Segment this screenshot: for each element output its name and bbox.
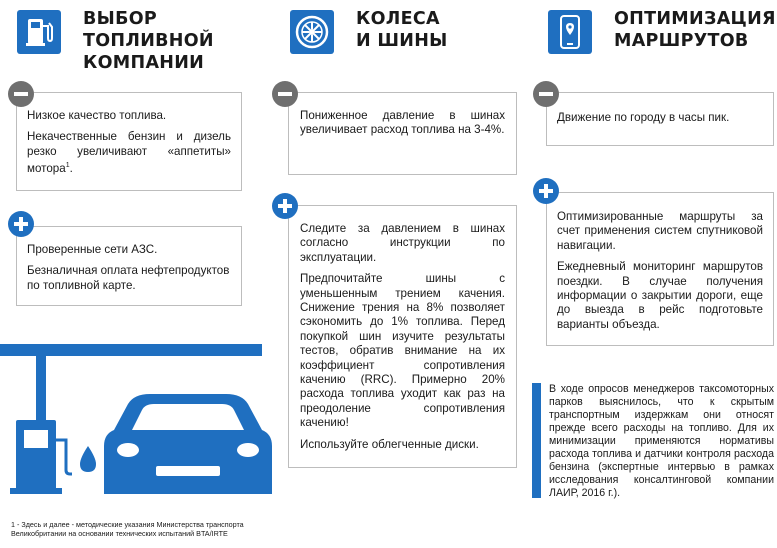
plus-text: Предпочитайте шины с уменьшенным трением качения. Снижение трения на 8% позволяет сэкономить до 1% топлива. Перед покупкой шин изучите результаты тестов, обратив внимание на их коэффициент сопротивления качению (RRC). Примерно 20% расхода топлива уходит как раз на преодоление сопротивления качению! (300, 272, 505, 430)
plus-card-routes (546, 192, 774, 346)
column-title-fuel: ВЫБОР ТОПЛИВНОЙ КОМПАНИИ (83, 9, 214, 73)
plus-icon (272, 193, 298, 219)
minus-text: Низкое качество топлива. (27, 109, 167, 122)
plus-text: Проверенные сети АЗС. (27, 243, 158, 256)
minus-text: Движение по городу в часы пик. (557, 111, 730, 124)
minus-text: Некачественные бензин и дизель резко увеличивают «аппетиты» мотора$^1$. (27, 130, 231, 176)
plus-card-fuel (16, 226, 242, 306)
footnote: 1 - Здесь и далее - методические указания Министерства транспорта Великобритании на основании технических испытаний BTA/IRTE (11, 520, 244, 538)
minus-card-wheels (288, 92, 517, 175)
phone-navigation-icon (548, 10, 592, 54)
minus-card-routes (546, 92, 774, 146)
note-accent-bar (532, 383, 541, 498)
plus-text: Используйте облегченные диски. (300, 437, 479, 451)
minus-icon (8, 81, 34, 107)
minus-icon (272, 81, 298, 107)
column-title-routes: ОПТИМИЗАЦИЯ МАРШРУТОВ (614, 9, 776, 51)
minus-text: Пониженное давление в шинах увеличивает расход топлива на 3-4%. (300, 109, 505, 137)
column-title-wheels: КОЛЕСА И ШИНЫ (356, 9, 448, 51)
gas-station-car-illustration (0, 338, 280, 494)
wheel-icon (290, 10, 334, 54)
plus-text: Следите за давлением в шинах согласно инструкции по эксплуатации. (300, 222, 505, 264)
plus-text: Ежедневный мониторинг маршрутов поездки. В случае получения информации о закрытии дороги, еще до выезда в рейс подготовьте варианты объезда. (557, 260, 763, 331)
plus-card-wheels (288, 205, 517, 468)
plus-icon (533, 178, 559, 204)
survey-note: В ходе опросов менеджеров таксомоторных парков выяснилось, что к скрытым транспортным издержкам они относят прежде всего расходы на топливо. Для их минимизации применяются нормативы расхода топлива и датчики контроля расхода бензина (экспертные интервью в рамках исследования консалтинговой компании ЛАИР, 2016 г.). (549, 383, 774, 499)
fuel-pump-icon (17, 10, 61, 54)
plus-icon (8, 211, 34, 237)
plus-text: Безналичная оплата нефтепродуктов по топливной карте. (27, 264, 230, 292)
minus-card-fuel (16, 92, 242, 191)
plus-text: Оптимизированные маршруты за счет применения систем спутниковой навигации. (557, 210, 763, 252)
minus-icon (533, 81, 559, 107)
